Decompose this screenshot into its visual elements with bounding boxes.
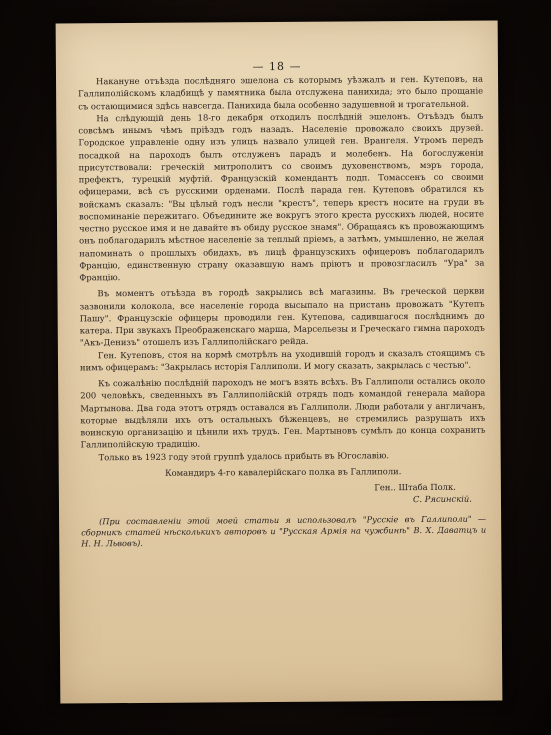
- paragraph: Ген. Кутеповъ, стоя на кормѣ смотрѣлъ на уходившій городъ и сказалъ стоящимъ съ нимъ офицерамъ: "Закрылась исторія Галлиполи. И могу сказать, закрылась с честью".: [79, 347, 485, 373]
- paragraph: Только въ 1923 году этой группѣ удалось прибыть въ Югославію.: [98, 449, 390, 462]
- document-page: [56, 20, 503, 703]
- signature-name: С. Рясинскій.: [412, 493, 472, 505]
- signature-rank: Ген.. Штаба Полк.: [374, 481, 456, 493]
- paragraph: Къ сожалѣнію послѣдній пароходъ не могъ взять всѣхъ. Въ Галлиполи остались около 200 человѣкъ, сведенныхъ въ Галлиполійскій отрядъ подъ командой генерала майора Мартынова. Два года этотъ отрядъ оставался въ Галлиполи. Люди работали у англичанъ, которые выдѣляли ихъ отъ остальныхъ бѣженцевъ, не стремились разрушать ихъ воинскую организацію и цѣнили ихъ трудъ. Ген. Мартыновъ сумѣлъ до конца сохранить Галлиполійскую традицію.: [80, 375, 486, 450]
- signature-title: Командиръ 4-го кавалерійскаго полка въ Галлиполи.: [165, 465, 402, 478]
- page-number: — 18 —: [252, 59, 302, 74]
- footnote: (При составленіи этой моей статьи я использовалъ "Русскіе въ Галлиполи" — сборникъ статей нѣсколькихъ авторовъ и "Русская Армія на чужбинѣ" В. Х. Даватцъ и Н. Н. Львовъ).: [81, 513, 487, 548]
- paragraph: На слѣдующій день 18-го декабря отходилъ послѣдній эшелонъ. Отъѣздъ былъ совсѣмъ инымъ чѣмъ пріѣздъ годъ назадъ. Населеніе провожало своихъ друзей. Городское управленіе одну изъ улицъ назвало улицей ген. Врангеля. Утромъ передъ посадкой на пароходъ былъ отслуженъ парадъ и молебенъ. На богослуженіи присутствовали: греческій митрополитъ со своимъ духовенствомъ, мэръ города, префектъ, турецкій муфтій. Французскій комендантъ подп. Томассенъ со своими офицерами, всѣ съ русскими орденами. Послѣ парада ген. Кутеповъ обратился къ войскамъ сказалъ: "Вы цѣлый годъ несли "крестъ", теперь крестъ носите на груди въ воспоминаніе пережитаго. Объедините же вокругъ этого креста русскихъ людей, носите честно русское имя и не давайте въ обиду русское знамя". Обращаясь къ провожающимъ онъ поблагодарилъ мѣстное населеніе за теплый пріемъ, а затѣмъ, умышленно, не желая напоминать о прошлыхъ обидахъ, въ лицѣ французскихъ офицеровъ поблагодарилъ Францію, единственную страну оказавшую намъ пріютъ и провозгласилъ "Ура" за Францію.: [78, 110, 485, 283]
- paragraph: Накануне отъѣзда послѣдняго эшелона съ которымъ уѣзжалъ и ген. Кутеповъ, на Галлиполійскомъ кладбищѣ у памятника была отслужена панихида; это было прощаніе съ остающимися здѣсь навсегда. Панихида была особенно задушевной и трогательной.: [78, 73, 484, 111]
- paragraph: Въ моментъ отъѣзда въ городѣ закрылись всѣ магазины. Въ греческой церкви зазвонили колокола, все населеніе города высыпало на пристань провожать "Кутепъ Пашу". Французскіе офицеры проводили ген. Кутепова, садившагося послѣднимъ до катера. При звукахъ Преображенскаго марша, Марсельезы и Греческаго гимна пароходъ "Акъ-Денизъ" отошелъ изъ Галлиполійскаго рейда.: [79, 285, 485, 348]
- article-body: [78, 73, 486, 549]
